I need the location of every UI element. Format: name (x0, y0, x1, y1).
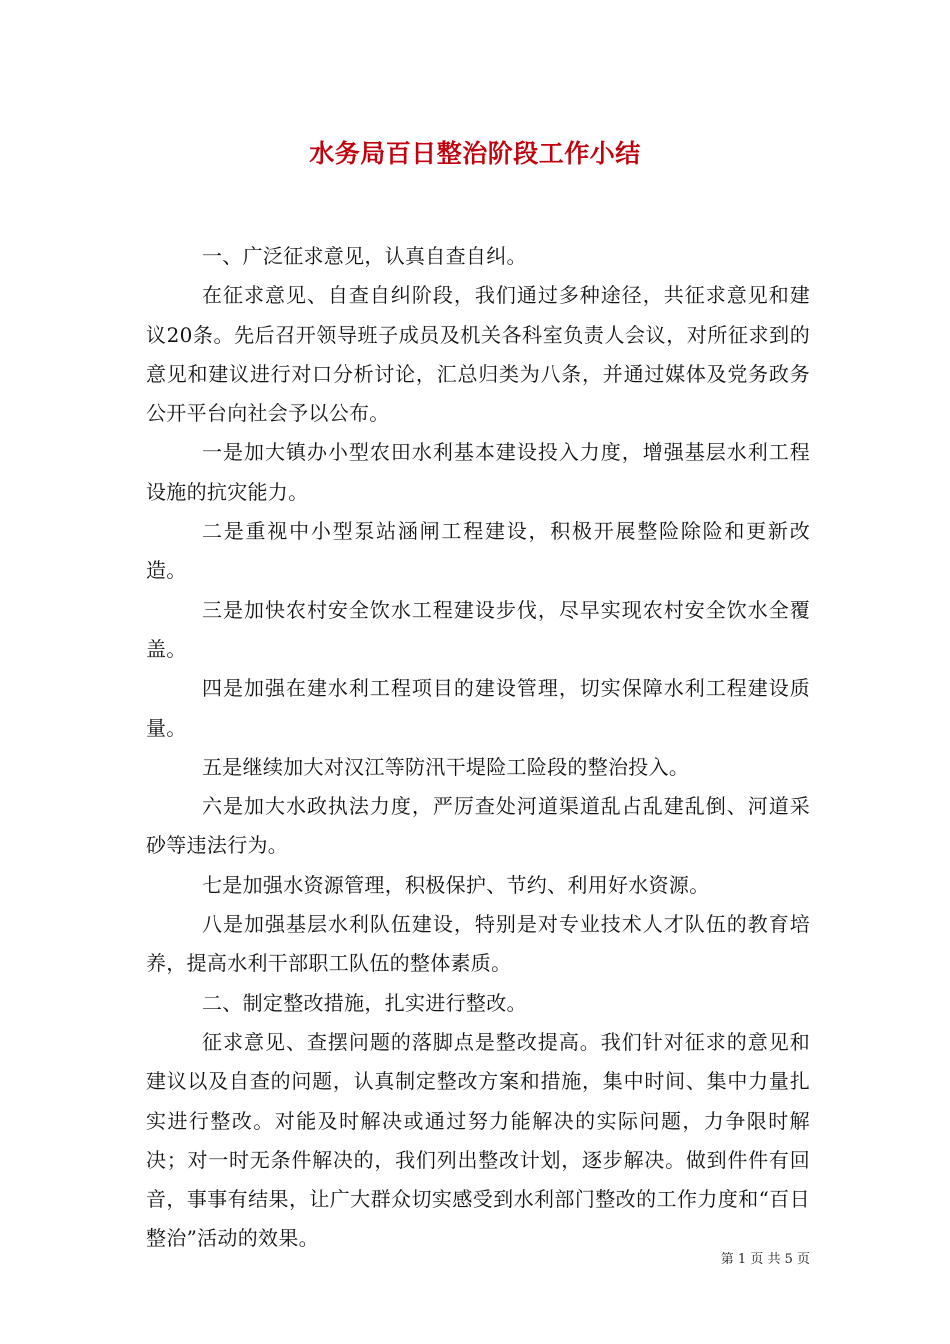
list-item: 一是加大镇办小型农田水利基本建设投入力度，增强基层水利工程设施的抗灾能力。 (146, 440, 810, 504)
paragraph: 在征求意见、自查自纠阶段，我们通过多种途径，共征求意见和建议20条。先后召开领导班子成员及机关各科室负责人会议，对所征求到的意见和建议进行对口分析讨论，汇总归类为八条，并通过媒体及党务政务公开平台向社会予以公布。 (146, 283, 810, 426)
list-item: 三是加快农村安全饮水工程建设步伐，尽早实现农村安全饮水全覆盖。 (146, 597, 810, 661)
list-item: 四是加强在建水利工程项目的建设管理，切实保障水利工程建设质量。 (146, 676, 810, 740)
list-item: 六是加大水政执法力度，严厉查处河道渠道乱占乱建乱倒、河道采砂等违法行为。 (146, 794, 810, 858)
document-body (146, 237, 810, 1259)
list-item: 八是加强基层水利队伍建设，特别是对专业技术人才队伍的教育培养，提高水利干部职工队伍的整体素质。 (146, 912, 810, 976)
page-number: 第 1 页 共 5 页 (720, 1252, 810, 1267)
section-heading-2: 二、制定整改措施，扎实进行整改。 (202, 990, 527, 1015)
paragraph: 征求意见、查摆问题的落脚点是整改提高。我们针对征求的意见和建议以及自查的问题，认真制定整改方案和措施，集中时间、集中力量扎实进行整改。对能及时解决或通过努力能解决的实际问题，力争限时解决；对一时无条件解决的，我们列出整改计划，逐步解决。做到件件有回音，事事有结果，让广大群众切实感受到水利部门整改的工作力度和“百日整治”活动的效果。 (146, 1029, 810, 1251)
list-item: 五是继续加大对汉江等防汛干堤险工险段的整治投入。 (202, 754, 690, 779)
list-item: 七是加强水资源管理，积极保护、节约、利用好水资源。 (202, 872, 710, 897)
section-heading-1: 一、广泛征求意见，认真自查自纠。 (202, 244, 527, 268)
document-title: 水务局百日整治阶段工作小结 (309, 139, 641, 168)
list-item: 二是重视中小型泵站涵闸工程建设，积极开展整险除险和更新改造。 (146, 519, 810, 583)
